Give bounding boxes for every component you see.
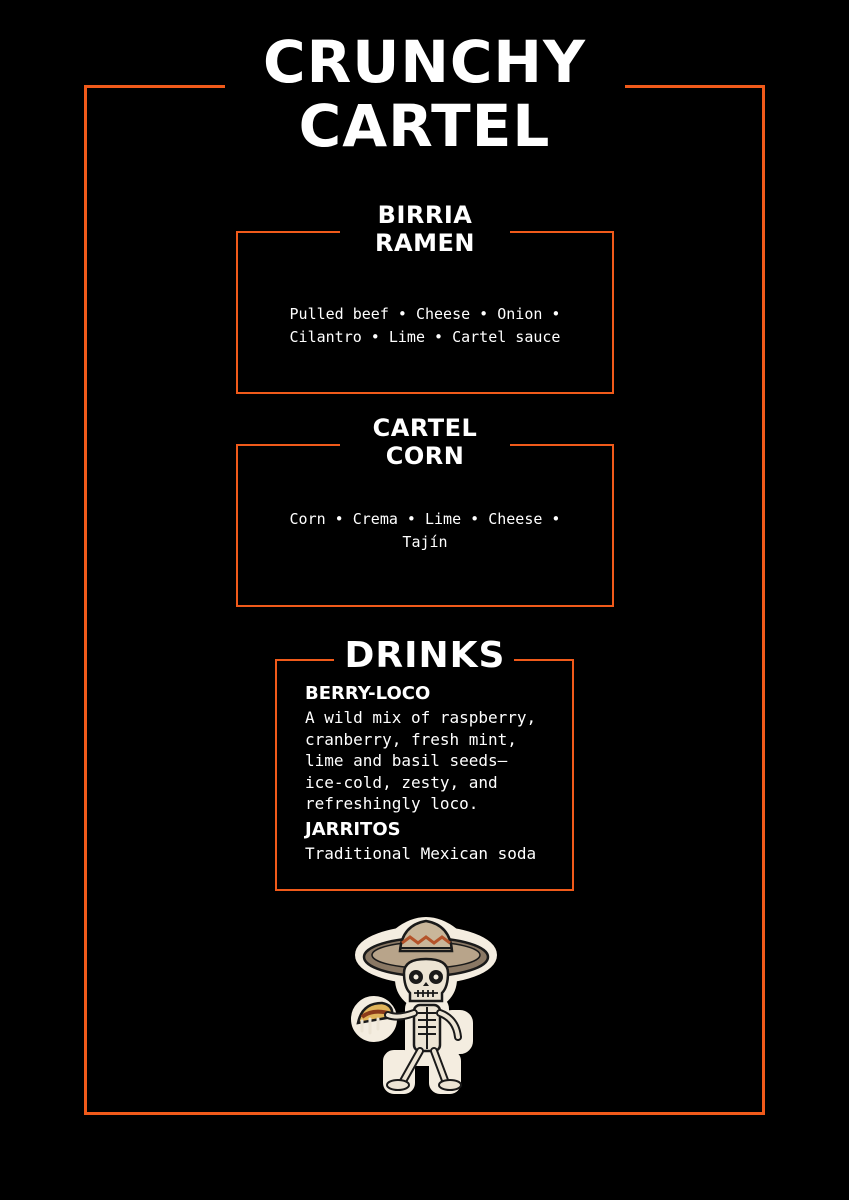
item-name-line2: CORN xyxy=(385,442,465,470)
item-name-line2: RAMEN xyxy=(375,229,475,257)
page-title-line1: CRUNCHY xyxy=(263,28,586,96)
cartel-corn-heading xyxy=(336,414,514,470)
drink-desc-berry-loco xyxy=(305,707,560,815)
page-title xyxy=(0,30,849,158)
desc-line: lime and basil seeds— xyxy=(305,751,508,770)
drink-name-berry-loco: BERRY-LOCO xyxy=(305,683,431,704)
birria-ramen-heading xyxy=(336,201,514,257)
ingredients-line1: Corn • Crema • Lime • Cheese • xyxy=(289,510,561,528)
item-name-line1: BIRRIA xyxy=(377,201,473,229)
cartel-corn-ingredients xyxy=(246,508,604,554)
skeleton-sombrero-taco-icon xyxy=(348,915,498,1095)
desc-line: Traditional Mexican soda xyxy=(305,844,537,863)
item-name-line1: CARTEL xyxy=(372,414,478,442)
ingredients-line2: Cilantro • Lime • Cartel sauce xyxy=(289,328,561,346)
birria-ramen-ingredients xyxy=(246,303,604,349)
ingredients-line2: Tajín xyxy=(402,533,448,551)
desc-line: refreshingly loco. xyxy=(305,794,479,813)
drinks-heading: DRINKS xyxy=(344,635,506,676)
drink-desc-jarritos xyxy=(305,843,560,865)
desc-line: ice-cold, zesty, and xyxy=(305,772,498,792)
page-title-line2: CARTEL xyxy=(298,92,551,160)
ingredients-line1: Pulled beef • Cheese • Onion • xyxy=(289,305,561,323)
desc-line: A wild mix of raspberry, xyxy=(305,708,537,727)
desc-line: cranberry, fresh mint, xyxy=(305,729,517,749)
drink-name-jarritos: JARRITOS xyxy=(305,819,401,840)
